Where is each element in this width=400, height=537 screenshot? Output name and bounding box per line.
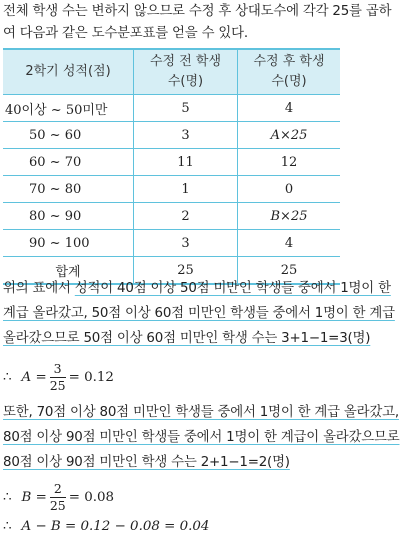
explanation2-line-2 (3, 425, 400, 451)
frequency-table (3, 48, 340, 285)
total-after: 25 (238, 257, 341, 285)
equation-b-denominator: 25 (49, 497, 66, 513)
table-row (3, 122, 340, 149)
row-range: 60 ~ 70 (3, 149, 134, 176)
table-row (3, 176, 340, 203)
header-grade: 2학기 성적(점) (3, 49, 134, 95)
explanation2-line-1-text: 또한, 70점 이상 80점 미만인 학생들 중에서 1명이 한 계급 올라갔고, (3, 405, 399, 420)
explanation1-line-2 (3, 301, 395, 327)
row-after: 12 (238, 149, 341, 176)
equation-b-rhs: = 0.08 (68, 489, 115, 505)
row-before: 2 (134, 203, 238, 230)
explanation1-line-3-text: 올라갔으므로 50점 이상 60점 미만인 학생 수는 3+1−1=3(명) (3, 331, 371, 346)
equation-a-fraction (50, 361, 66, 394)
equation-a-rhs: = 0.12 (68, 369, 114, 385)
row-range: 50 ~ 60 (3, 122, 134, 149)
row-after: 4 (238, 95, 341, 122)
explanation2-line-3-text: 80점 이상 90점 미만인 학생 수는 2+1−1=2(명) (3, 455, 290, 470)
equation-b-fraction (50, 481, 66, 514)
therefore-symbol: ∴ (3, 369, 12, 385)
row-range: 70 ~ 80 (3, 176, 134, 203)
table-row (3, 95, 340, 122)
row-before: 3 (134, 122, 238, 149)
table-row (3, 230, 340, 257)
therefore-symbol: ∴ (3, 518, 12, 534)
explanation1-line-1-b: 성적이 40점 이상 50점 미만인 학생들 중에서 1명이 한 (74, 281, 391, 296)
equation-a (3, 357, 114, 397)
explanation2-line-3 (3, 450, 290, 476)
row-after: 4 (238, 230, 341, 257)
header-after (238, 49, 341, 95)
equation-final (3, 516, 209, 536)
row-before: 3 (134, 230, 238, 257)
therefore-symbol: ∴ (3, 489, 12, 505)
intro-line-2: 여 다음과 같은 도수분포표를 얻을 수 있다. (3, 26, 248, 41)
equation-b-numerator: 2 (53, 480, 62, 496)
row-range: 90 ~ 100 (3, 230, 134, 257)
intro-line-1: 전체 학생 수는 변하지 않으므로 수정 후 상대도수에 각각 25를 곱하 (3, 4, 392, 19)
table-header-row (3, 49, 340, 95)
explanation1-line-3 (3, 326, 370, 352)
header-before-line2: 수(명) (167, 74, 204, 89)
row-after: B×25 (238, 203, 341, 230)
table-row (3, 149, 340, 176)
row-before: 5 (134, 95, 238, 122)
explanation2-line-2-text: 80점 이상 90점 미만인 학생들 중에서 1명이 한 계급이 올라갔으므로 (3, 430, 400, 445)
table-row (3, 203, 340, 230)
equation-final-expr: A − B = 0.12 − 0.08 = 0.04 (21, 518, 210, 534)
equation-a-numerator: 3 (53, 360, 62, 376)
row-range: 80 ~ 90 (3, 203, 134, 230)
explanation1-line-2-text: 계급 올라갔고, 50점 이상 60점 미만인 학생들 중에서 1명이 한 계급 (3, 306, 395, 321)
explanation1-line-1-a: 위의 표에서 (3, 281, 75, 296)
header-after-line1: 수정 후 학생 (253, 54, 325, 69)
total-label: 합계 (3, 257, 134, 285)
equation-a-lhs: A = (21, 369, 47, 385)
explanation1-line-1 (3, 276, 391, 302)
header-after-line2: 수(명) (271, 74, 307, 89)
explanation2-line-1 (3, 400, 399, 426)
row-range: 40이상 ~ 50미만 (3, 95, 134, 122)
row-before: 1 (134, 176, 238, 203)
row-after: 0 (238, 176, 341, 203)
equation-a-denominator: 25 (49, 377, 66, 393)
row-after: A×25 (238, 122, 341, 149)
equation-b-lhs: B = (21, 489, 47, 505)
row-before: 11 (134, 149, 238, 176)
equation-b (3, 477, 114, 517)
header-before (134, 49, 238, 95)
header-before-line1: 수정 전 학생 (149, 54, 222, 69)
total-before: 25 (134, 257, 238, 285)
